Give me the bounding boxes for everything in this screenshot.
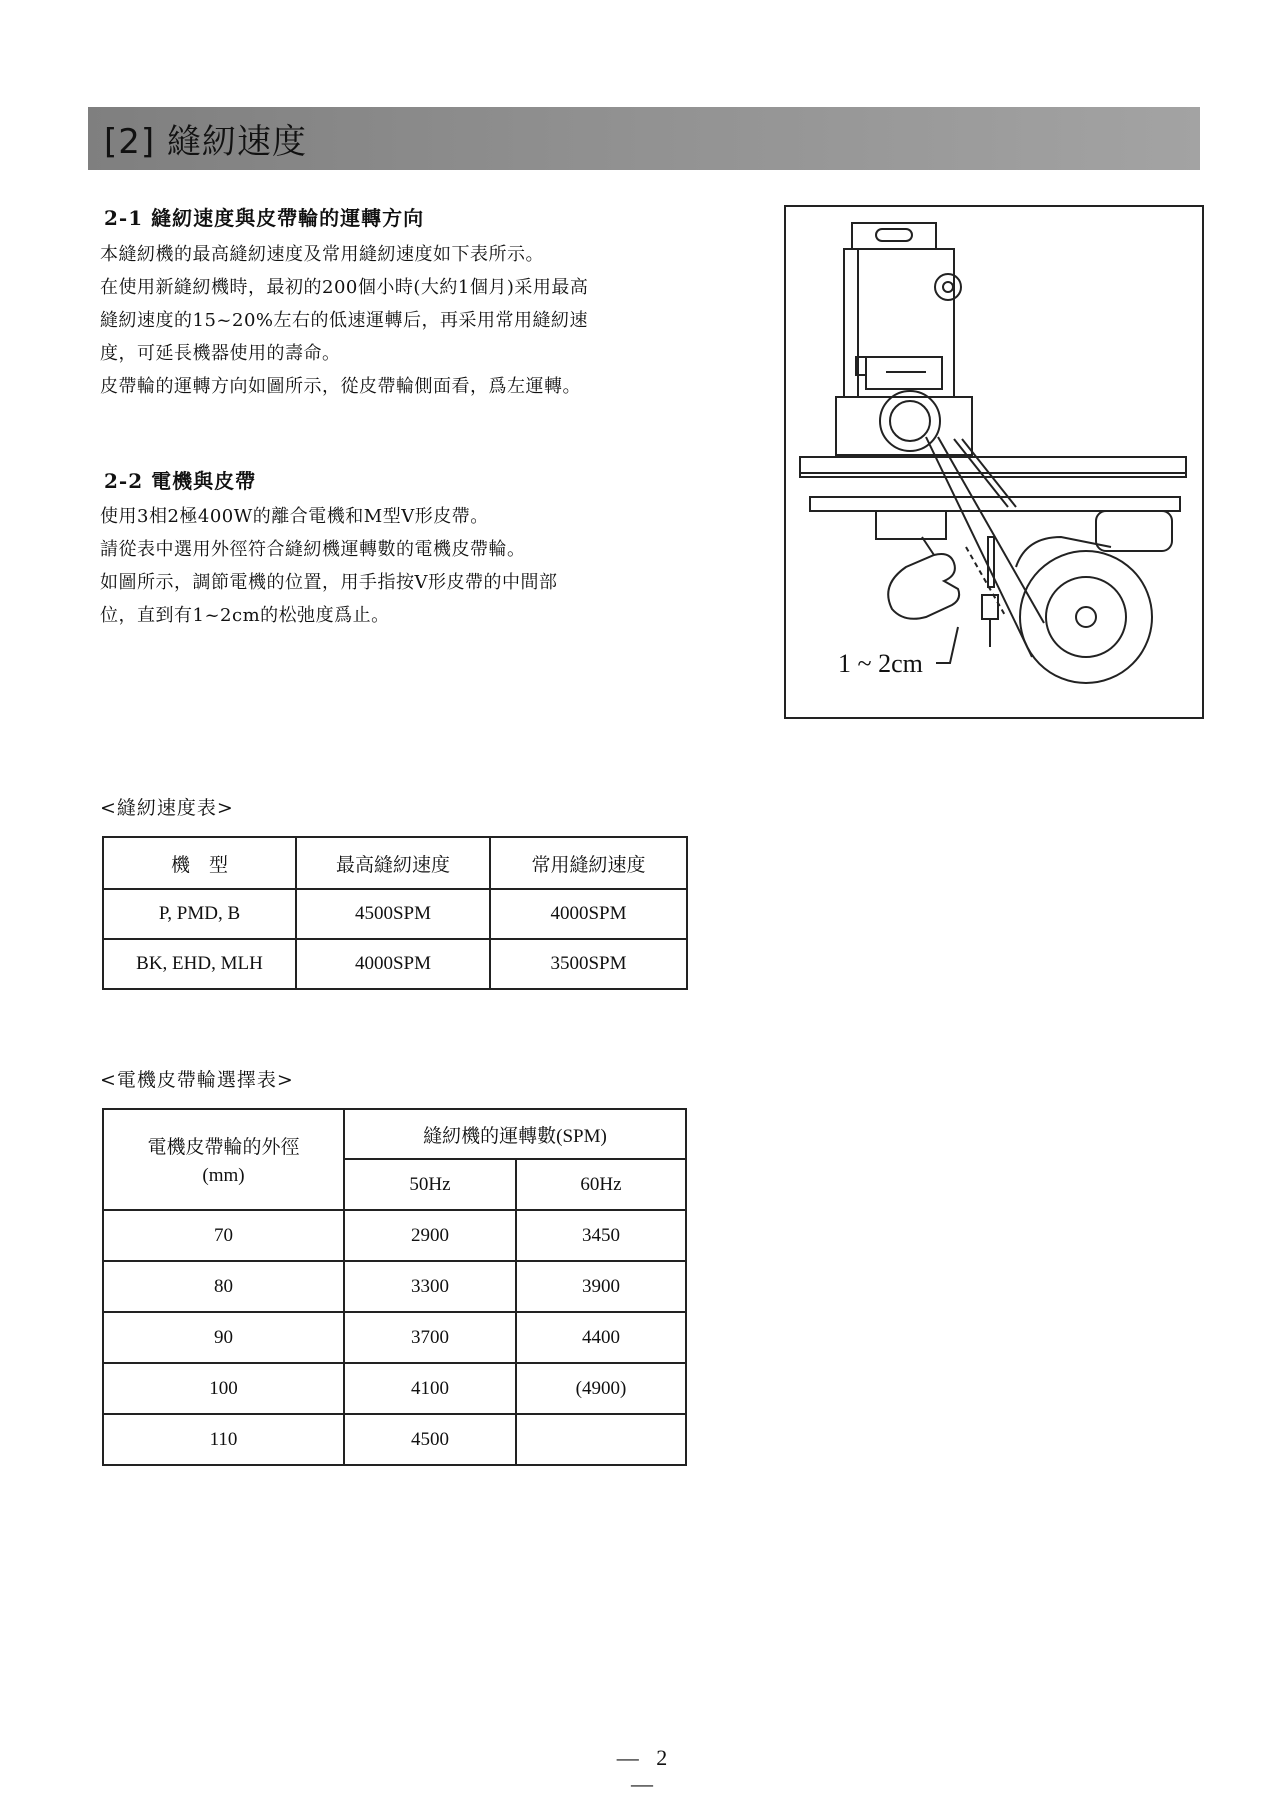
table-cell: 4000SPM xyxy=(296,939,490,989)
heading-2-2: 2-2 電機與皮帶 xyxy=(104,469,257,493)
table-header-row xyxy=(103,837,687,889)
paragraph-line: 度，可延長機器使用的壽命。 xyxy=(100,343,341,364)
header-cell: 機 型 xyxy=(103,837,296,889)
table-row xyxy=(103,1210,686,1261)
table-cell: 3450 xyxy=(516,1210,686,1261)
table-cell: 2900 xyxy=(344,1210,516,1261)
slack-label: 1 ~ 2cm xyxy=(838,649,923,678)
header-diameter-line2: (mm) xyxy=(202,1165,245,1186)
table-cell: 70 xyxy=(103,1210,344,1261)
table-cell: BK, EHD, MLH xyxy=(103,939,296,989)
pulley-table-caption: <電機皮帶輪選擇表> xyxy=(100,1069,294,1091)
table-row xyxy=(103,1312,686,1363)
paragraph-line: 位，直到有1~2cm的松弛度爲止。 xyxy=(100,605,390,626)
table-cell: 80 xyxy=(103,1261,344,1312)
paragraph-line: 使用3相2極400W的離合電機和M型V形皮帶。 xyxy=(100,506,489,527)
section-title: [2] 縫紉速度 xyxy=(104,122,307,162)
table-cell: 90 xyxy=(103,1312,344,1363)
heading-2-1: 2-1 縫紉速度與皮帶輪的運轉方向 xyxy=(104,206,425,230)
paragraph-line: 本縫紉機的最高縫紉速度及常用縫紉速度如下表所示。 xyxy=(100,244,544,265)
header-cell-50hz: 50Hz xyxy=(344,1159,516,1210)
speed-table xyxy=(102,836,688,990)
table-row xyxy=(103,1414,686,1465)
table-row xyxy=(103,889,687,939)
paragraph-2-2 xyxy=(100,500,700,632)
table-row xyxy=(103,939,687,989)
table-cell: 3700 xyxy=(344,1312,516,1363)
table-cell: 4500 xyxy=(344,1414,516,1465)
table-row xyxy=(103,1261,686,1312)
paragraph-line: 在使用新縫紉機時，最初的200個小時(大約1個月)采用最高 xyxy=(100,277,589,298)
header-cell: 最高縫紉速度 xyxy=(296,837,490,889)
paragraph-line: 如圖所示，調節電機的位置，用手指按V形皮帶的中間部 xyxy=(100,572,558,593)
speed-table-caption: <縫紉速度表> xyxy=(100,797,234,819)
belt-tension-figure xyxy=(784,205,1204,719)
table-cell: 3900 xyxy=(516,1261,686,1312)
paragraph-2-1 xyxy=(100,238,700,403)
pulley-table xyxy=(102,1108,687,1466)
header-cell-diameter xyxy=(103,1109,344,1210)
paragraph-line: 皮帶輪的運轉方向如圖所示，從皮帶輪側面看，爲左運轉。 xyxy=(100,376,581,397)
paragraph-line: 請從表中選用外徑符合縫紉機運轉數的電機皮帶輪。 xyxy=(100,539,526,560)
table-cell: 4400 xyxy=(516,1312,686,1363)
table-cell: (4900) xyxy=(516,1363,686,1414)
table-cell: 110 xyxy=(103,1414,344,1465)
page-number: — 2 — xyxy=(616,1745,674,1796)
header-cell-speed: 縫紉機的運轉數(SPM) xyxy=(344,1109,686,1159)
sewing-machine-illustration xyxy=(786,207,1202,717)
paragraph-line: 縫紉速度的15~20%左右的低速運轉后，再采用常用縫紉速 xyxy=(100,310,588,331)
header-cell: 常用縫紉速度 xyxy=(490,837,687,889)
header-cell-60hz: 60Hz xyxy=(516,1159,686,1210)
table-cell: 4000SPM xyxy=(490,889,687,939)
table-cell: 3500SPM xyxy=(490,939,687,989)
table-header-row xyxy=(103,1109,686,1159)
table-cell: 3300 xyxy=(344,1261,516,1312)
table-cell xyxy=(516,1414,686,1465)
header-diameter-line1: 電機皮帶輪的外徑 xyxy=(147,1137,300,1158)
table-row xyxy=(103,1363,686,1414)
table-cell: 4500SPM xyxy=(296,889,490,939)
table-cell: 100 xyxy=(103,1363,344,1414)
section-banner xyxy=(88,107,1200,170)
table-cell: P, PMD, B xyxy=(103,889,296,939)
table-cell: 4100 xyxy=(344,1363,516,1414)
